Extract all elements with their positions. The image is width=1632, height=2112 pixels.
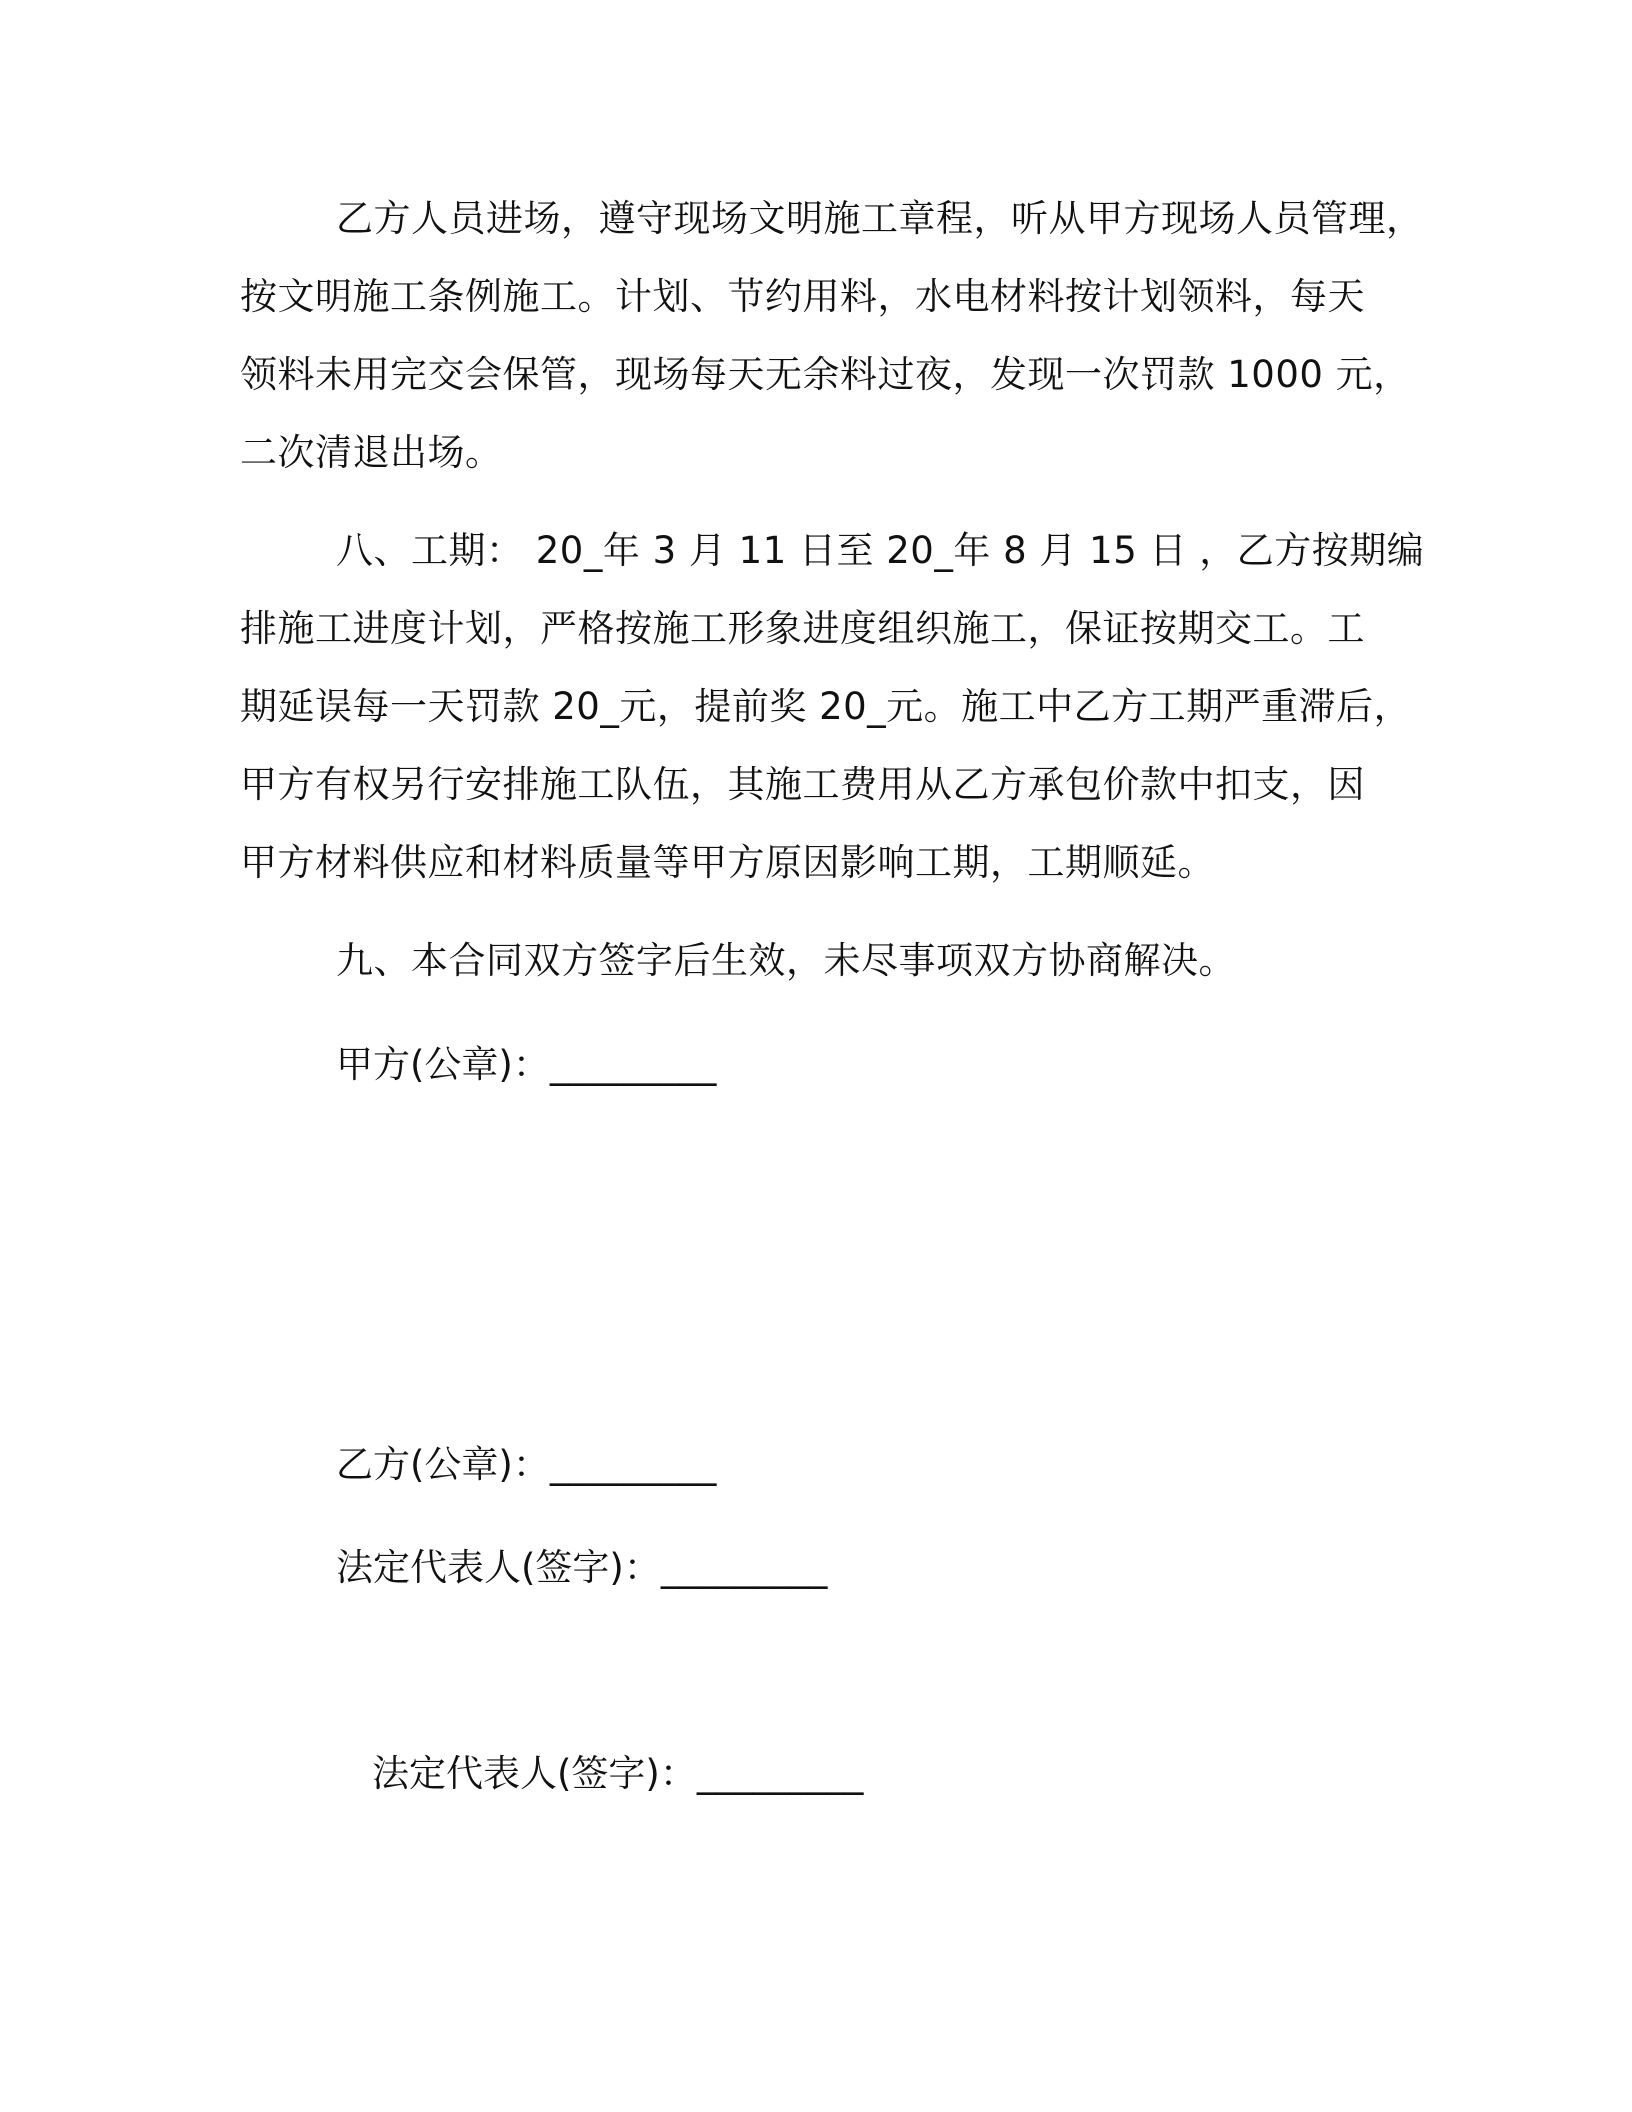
- paragraph-effective-clause: [240, 922, 1400, 1000]
- paragraph-line: 甲方材料供应和材料质量等甲方原因影响工期，工期顺延。: [240, 841, 1215, 884]
- paragraph-schedule: [240, 512, 1425, 902]
- paragraph-line: 排施工进度计划，严格按施工形象进度组织施工，保证按期交工。工: [240, 607, 1365, 650]
- paragraph-line: 九、本合同双方签字后生效，未尽事项双方协商解决。: [336, 939, 1236, 982]
- paragraph-line: 期延误每一天罚款 20_元，提前奖 20_元。施工中乙方工期严重滞后，: [240, 685, 1412, 728]
- legal-rep-signature-line: 法定代表人(签字)：_________: [336, 1546, 828, 1589]
- paragraph-line: 二次清退出场。: [240, 431, 503, 474]
- party-a-seal-line: 甲方(公章)：_________: [336, 1043, 717, 1086]
- paragraph-line: 按文明施工条例施工。计划、节约用料，水电材料按计划领料，每天: [240, 275, 1365, 318]
- paragraph-site-rules: [240, 180, 1424, 492]
- paragraph-line: 领料未用完交会保管，现场每天无余料过夜，发现一次罚款 1000 元，: [240, 353, 1411, 396]
- paragraph-line: 八、工期： 20_年 3 月 11 日至 20_年 8 月 15 日 ，乙方按期编: [336, 529, 1425, 572]
- paragraph-line: 乙方人员进场，遵守现场文明施工章程，听从甲方现场人员管理，: [336, 197, 1424, 240]
- paragraph-line: 甲方有权另行安排施工队伍，其施工费用从乙方承包价款中扣支，因: [240, 763, 1365, 806]
- party-b-seal-line: 乙方(公章)：_________: [336, 1443, 717, 1486]
- legal-rep-signature-line-2: 法定代表人(签字)：_________: [372, 1752, 864, 1795]
